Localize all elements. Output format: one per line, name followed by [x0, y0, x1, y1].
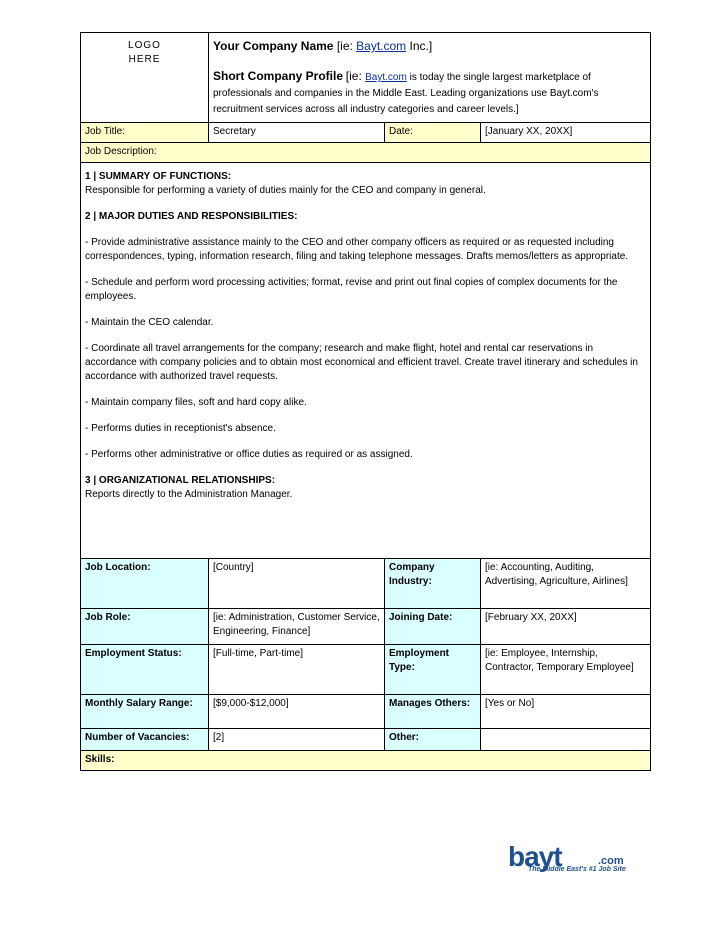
job-location-value: [Country] [209, 559, 385, 609]
company-industry-label: Company Industry: [385, 559, 481, 609]
joining-date-label: Joining Date: [385, 609, 481, 645]
employment-type-label: Employment Type: [385, 645, 481, 695]
company-info-cell [209, 33, 651, 123]
salary-label: Monthly Salary Range: [81, 695, 209, 729]
job-description-body-row [81, 163, 651, 559]
job-role-label: Job Role: [81, 609, 209, 645]
joining-date-value: [February XX, 20XX] [481, 609, 651, 645]
employment-status-label: Employment Status: [81, 645, 209, 695]
job-role-value: [ie: Administration, Customer Service, Engineering, Finance] [209, 609, 385, 645]
manages-others-label: Manages Others: [385, 695, 481, 729]
salary-value: [$9,000-$12,000] [209, 695, 385, 729]
company-profile-link[interactable]: Bayt.com [365, 72, 407, 83]
employment-type-value: [ie: Employee, Internship, Contractor, Temporary Employee] [481, 645, 651, 695]
company-name [213, 38, 646, 54]
bayt-logo-suffix: .com [598, 855, 624, 867]
job-location-label: Job Location: [81, 559, 209, 609]
skills-label: Skills: [81, 751, 651, 771]
company-profile-label: Short Company Profile [213, 69, 344, 83]
logo-placeholder [81, 33, 209, 123]
bayt-logo-name: bayt [508, 841, 562, 872]
duties-heading: 2 | MAJOR DUTIES AND RESPONSIBILITIES: [85, 211, 298, 222]
company-profile [213, 68, 646, 118]
company-industry-value: [ie: Accounting, Auditing, Advertising, Agriculture, Airlines] [481, 559, 651, 609]
company-profile-text: is today the single largest marketplace of professionals and companies in the Middle East. Leading organizations use Bayt.com's recruitment services across all industry categories and career levels.] [213, 72, 599, 115]
manages-others-value: [Yes or No] [481, 695, 651, 729]
salary-row [81, 695, 651, 729]
employment-status-row [81, 645, 651, 695]
relationships-text: Reports directly to the Administration Manager. [85, 489, 293, 500]
summary-heading: 1 | SUMMARY OF FUNCTIONS: [85, 171, 232, 182]
job-title-label: Job Title: [81, 123, 209, 143]
duty-item: - Maintain company files, soft and hard copy alike. [85, 397, 307, 408]
job-description-label-row [81, 143, 651, 163]
bayt-tagline: The Middle East's #1 Job Site [528, 866, 626, 873]
company-name-prefix: [ie: [336, 39, 357, 53]
job-title-row [81, 123, 651, 143]
date-value: [January XX, 20XX] [481, 123, 651, 143]
duty-item: - Performs other administrative or office duties as required or as assigned. [85, 449, 413, 460]
duty-item: - Schedule and perform word processing activities; format, revise and print out final copies of complex documents for the employees. [85, 277, 618, 302]
duty-item: - Maintain the CEO calendar. [85, 317, 214, 328]
company-name-link[interactable]: Bayt.com [356, 39, 407, 53]
job-description-form [80, 32, 651, 771]
logo-line-1: LOGO [128, 40, 161, 51]
company-name-label: Your Company Name [213, 39, 334, 53]
duty-item: - Performs duties in receptionist's absence. [85, 423, 276, 434]
job-description-body [81, 163, 651, 559]
duty-item: - Coordinate all travel arrangements for the company; research and make flight, hotel and rental car reservations in accordance with company policies and to obtain most economical and efficient travel. Create travel itinerary and schedules in accordance with authorized travel requests. [85, 343, 638, 382]
header-row [81, 33, 651, 123]
relationships-heading: 3 | ORGANIZATIONAL RELATIONSHIPS: [85, 475, 276, 486]
other-label: Other: [385, 729, 481, 751]
vacancies-row [81, 729, 651, 751]
job-description-label: Job Description: [81, 143, 651, 163]
skills-row [81, 751, 651, 771]
summary-text: Responsible for performing a variety of duties mainly for the CEO and company in general. [85, 185, 486, 196]
duty-item: - Provide administrative assistance mainly to the CEO and other company officers as required or as requested including correspondences, typing, information research, filing and taking telephone messages. Drafts memos/letters as appropriate. [85, 237, 629, 262]
job-title-value: Secretary [209, 123, 385, 143]
job-role-row [81, 609, 651, 645]
other-value [481, 729, 651, 751]
logo-line-2: HERE [128, 54, 161, 65]
vacancies-value: [2] [209, 729, 385, 751]
company-profile-prefix: [ie: [345, 69, 366, 83]
company-name-suffix: Inc.] [406, 39, 433, 53]
bayt-logo [508, 840, 648, 880]
vacancies-label: Number of Vacancies: [81, 729, 209, 751]
employment-status-value: [Full-time, Part-time] [209, 645, 385, 695]
date-label: Date: [385, 123, 481, 143]
job-location-row [81, 559, 651, 609]
